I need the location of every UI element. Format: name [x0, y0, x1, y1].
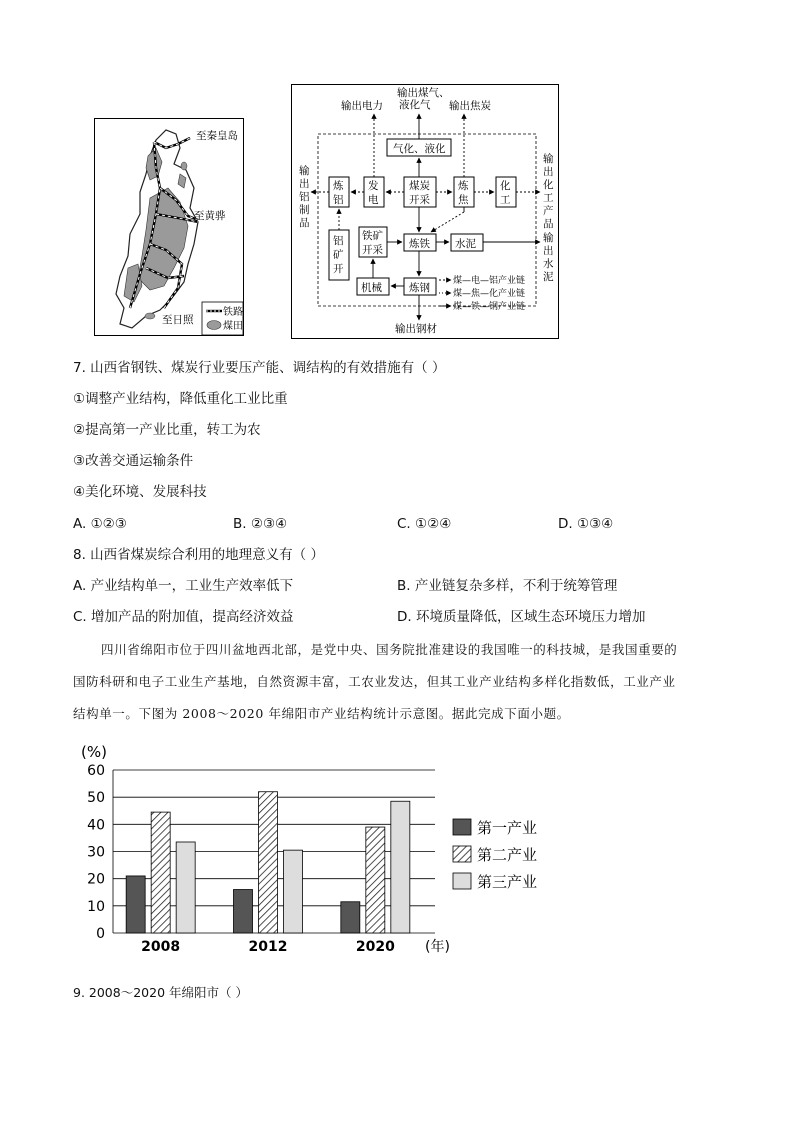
box-cement: 水泥 — [455, 238, 476, 250]
label-huanghua: 至黄骅 — [194, 210, 226, 222]
svg-text:产: 产 — [543, 205, 554, 217]
ytick-40: 40 — [87, 817, 105, 834]
box-machinery: 机械 — [361, 282, 382, 294]
out-aluminum — [299, 164, 310, 229]
svg-text:泥: 泥 — [543, 271, 554, 283]
svg-text:铁矿: 铁矿 — [362, 230, 383, 242]
x-axis-label: (年) — [425, 939, 450, 955]
svg-text:煤炭: 煤炭 — [409, 180, 430, 192]
svg-text:品: 品 — [543, 218, 554, 230]
legend-coalfield-swatch — [207, 321, 221, 330]
label-rizhao: 至日照 — [162, 314, 194, 326]
out-coke: 输出焦炭 — [449, 100, 491, 112]
chain-legend-1: 煤—电—铝产业链 — [453, 276, 526, 286]
q7-stem: 7. 山西省钢铁、煤炭行业要压产能、调结构的有效措施有（ ） — [73, 360, 446, 376]
box-gasify: 气化、液化 — [393, 143, 446, 155]
svg-text:开采: 开采 — [362, 244, 383, 256]
bar-2008-2 — [151, 812, 170, 933]
bar-chart-svg — [75, 735, 555, 960]
svg-text:铝: 铝 — [299, 191, 310, 203]
legend-swatch-1 — [453, 819, 471, 835]
box-iron: 炼铁 — [409, 238, 430, 250]
xtick-2012: 2012 — [248, 939, 288, 955]
ytick-50: 50 — [87, 790, 105, 807]
shanxi-map-figure — [94, 118, 244, 336]
q7-item-1: ①调整产业结构，降低重化工业比重 — [73, 391, 288, 407]
svg-text:电: 电 — [368, 194, 379, 206]
q7-option-d[interactable]: D. ①③④ — [558, 516, 614, 532]
passage-line-3: 结构单一。下图为 2008～2020 年绵阳市产业结构统计示意图。据此完成下面小题。 — [73, 706, 570, 721]
q7-option-c[interactable]: C. ①②④ — [397, 516, 452, 532]
legend-coalfield: 煤田 — [223, 321, 243, 332]
svg-text:工: 工 — [543, 192, 554, 204]
bar-2012-3 — [284, 850, 303, 933]
industry-structure-chart — [75, 735, 555, 960]
q8-option-a[interactable]: A. 产业结构单一，工业生产效率低下 — [73, 578, 294, 594]
out-gas-line1: 输出煤气、 — [397, 87, 450, 99]
shanxi-map-svg — [94, 118, 244, 336]
legend-railway: 铁路 — [223, 307, 243, 318]
ytick-20: 20 — [87, 871, 105, 888]
coal-industry-flow-diagram — [291, 84, 559, 339]
out-power: 输出电力 — [341, 100, 383, 112]
y-axis-label: (%) — [81, 743, 107, 761]
box-steel: 炼钢 — [409, 282, 430, 294]
bar-2012-2 — [259, 792, 278, 933]
passage-line-2: 国防科研和电子工业生产基地，自然资源丰富，工农业发达，但其工业产业结构多样化指数低，工业产业 — [73, 674, 676, 689]
passage-line-1: 四川省绵阳市位于四川盆地西北部，是党中央、国务院批准建设的我国唯一的科技城，是我国重要的 — [101, 642, 678, 657]
svg-text:铝: 铝 — [333, 235, 344, 247]
out-steel: 输出钢材 — [395, 323, 437, 335]
svg-text:出: 出 — [299, 178, 310, 190]
q8-option-d[interactable]: D. 环境质量降低，区域生态环境压力增加 — [397, 609, 646, 625]
q7-item-4: ④美化环境、发展科技 — [73, 484, 207, 500]
ytick-60: 60 — [87, 763, 105, 779]
q8-option-b[interactable]: B. 产业链复杂多样，不利于统筹管理 — [397, 578, 618, 594]
svg-text:开: 开 — [333, 263, 344, 275]
out-gas-line2: 液化气 — [399, 99, 431, 111]
svg-text:输: 输 — [543, 232, 554, 244]
bar-2020-3 — [391, 801, 410, 933]
xtick-2020: 2020 — [355, 939, 395, 955]
svg-text:出: 出 — [543, 245, 554, 257]
xtick-2008: 2008 — [141, 939, 181, 955]
svg-text:水: 水 — [543, 258, 554, 270]
svg-text:炼: 炼 — [333, 180, 344, 192]
bar-2020-1 — [341, 902, 360, 933]
flow-diagram-svg — [291, 84, 559, 339]
legend-swatch-3 — [453, 873, 471, 889]
svg-text:焦: 焦 — [458, 194, 469, 206]
svg-text:矿: 矿 — [333, 249, 344, 261]
chain-legend-3: 煤—铁—钢产业链 — [453, 302, 526, 312]
bar-2020-2 — [366, 827, 385, 933]
q9-stem: 9. 2008～2020 年绵阳市（ ） — [73, 985, 248, 1000]
legend-label-1: 第一产业 — [477, 819, 538, 837]
ytick-30: 30 — [87, 844, 105, 861]
ytick-10: 10 — [87, 898, 105, 915]
svg-text:化: 化 — [500, 180, 511, 192]
q8-option-c[interactable]: C. 增加产品的附加值，提高经济效益 — [73, 609, 294, 625]
label-qinhuangdao: 至秦皇岛 — [196, 130, 238, 142]
bar-2012-1 — [234, 890, 253, 933]
ytick-0: 0 — [96, 926, 105, 942]
svg-text:输: 输 — [543, 153, 554, 165]
svg-text:开采: 开采 — [409, 194, 430, 206]
bar-2008-3 — [176, 842, 195, 933]
svg-text:铝: 铝 — [333, 194, 344, 206]
svg-text:品: 品 — [299, 217, 310, 229]
q7-option-b[interactable]: B. ②③④ — [233, 516, 288, 532]
q7-option-a[interactable]: A. ①②③ — [73, 516, 127, 532]
chain-legend-2: 煤—焦—化产业链 — [453, 289, 526, 299]
bar-2008-1 — [126, 876, 145, 933]
svg-text:制: 制 — [299, 204, 310, 216]
svg-text:出: 出 — [543, 166, 554, 178]
svg-text:工: 工 — [500, 194, 511, 206]
svg-text:发: 发 — [368, 180, 379, 192]
q7-item-2: ②提高第一产业比重，转工为农 — [73, 422, 261, 438]
legend-label-2: 第二产业 — [477, 846, 538, 864]
svg-text:炼: 炼 — [458, 180, 469, 192]
legend-label-3: 第三产业 — [477, 873, 538, 891]
svg-text:输: 输 — [299, 165, 310, 177]
legend-swatch-2 — [453, 846, 471, 862]
q7-item-3: ③改善交通运输条件 — [73, 453, 194, 469]
q8-stem: 8. 山西省煤炭综合利用的地理意义有（ ） — [73, 547, 324, 563]
svg-text:化: 化 — [543, 179, 554, 191]
